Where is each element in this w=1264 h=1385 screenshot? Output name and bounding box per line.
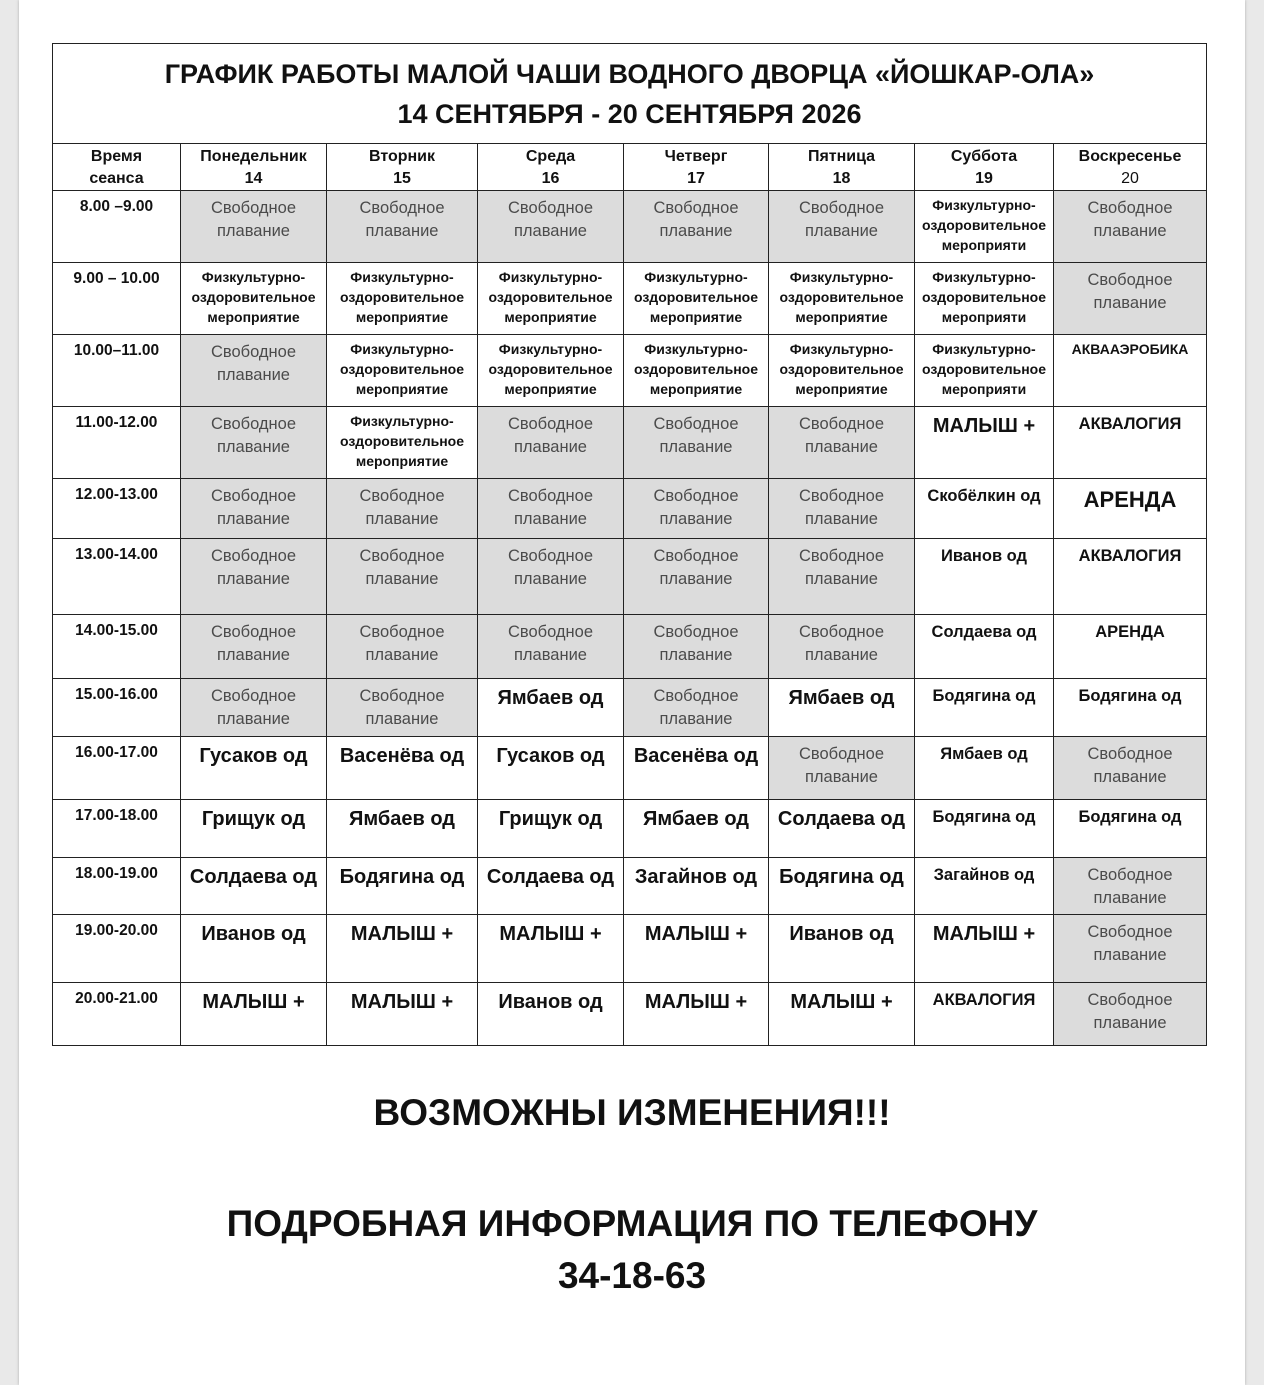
activity-cell (327, 263, 478, 335)
session-time: 14.00-15.00 (53, 615, 181, 679)
cell-text: Гусаков од (496, 745, 605, 767)
day-name: Понедельник (200, 148, 307, 165)
cell-text: Свободное плавание (798, 487, 885, 528)
activity-cell (478, 983, 624, 1046)
activity-cell (915, 800, 1054, 858)
activity-cell (624, 263, 769, 335)
schedule-row (53, 407, 1207, 479)
activity-cell (478, 737, 624, 800)
cell-text: Физкультурно-оздоровительное мероприятие (339, 341, 465, 397)
day-date: 14 (244, 170, 263, 187)
day-date: 19 (975, 170, 993, 187)
cell-text: АКВААЭРОБИКА (1071, 341, 1189, 357)
cell-text: Солдаева од (931, 623, 1037, 641)
free-swim-cell (478, 615, 624, 679)
cell-text: Свободное плавание (1087, 745, 1173, 786)
cell-text: Физкультурно-оздоровительное мероприятие (779, 341, 904, 397)
session-time: 10.00–11.00 (53, 335, 181, 407)
cell-text: Васенёва од (339, 745, 465, 767)
header-day (327, 144, 478, 191)
activity-cell (478, 915, 624, 983)
activity-cell (769, 915, 915, 983)
cell-text: МАЛЫШ + (644, 991, 748, 1013)
cell-text: Ямбаев од (642, 808, 749, 830)
free-swim-cell (769, 407, 915, 479)
session-time: 15.00-16.00 (53, 679, 181, 737)
activity-cell (769, 800, 915, 858)
cell-text: Свободное плавание (507, 547, 594, 588)
cell-text: Свободное плавание (798, 745, 885, 786)
cell-text: Иванов од (201, 923, 306, 945)
activity-cell (1054, 800, 1207, 858)
cell-text: АРЕНДА (1095, 623, 1165, 641)
activity-cell (181, 800, 327, 858)
cell-text: Свободное плавание (507, 487, 594, 528)
cell-text: Свободное плавание (210, 343, 297, 384)
cell-text: Физкультурно-оздоровительное мероприяти (921, 197, 1047, 253)
day-name: Вторник (368, 148, 436, 165)
free-swim-cell (181, 191, 327, 263)
free-swim-cell (181, 479, 327, 539)
free-swim-cell (624, 539, 769, 615)
activity-cell (181, 858, 327, 915)
activity-cell (327, 858, 478, 915)
activity-cell (181, 737, 327, 800)
free-swim-cell (327, 615, 478, 679)
activity-cell (915, 915, 1054, 983)
day-name: Четверг (664, 148, 728, 165)
schedule-row (53, 191, 1207, 263)
schedule-row (53, 800, 1207, 858)
header-row (53, 144, 1207, 191)
cell-text: Загайнов од (634, 866, 758, 888)
day-date: 17 (687, 170, 705, 187)
activity-cell (769, 335, 915, 407)
header-time-line2: сеанса (89, 170, 144, 187)
day-date: 15 (393, 170, 411, 187)
free-swim-cell (624, 407, 769, 479)
free-swim-cell (769, 479, 915, 539)
cell-text: Солдаева од (189, 866, 318, 888)
cell-text: Свободное плавание (210, 199, 297, 240)
activity-cell (327, 335, 478, 407)
activity-cell (915, 191, 1054, 263)
activity-cell (478, 858, 624, 915)
free-swim-cell (769, 737, 915, 800)
cell-text: Свободное плавание (653, 623, 739, 664)
cell-text: Бодягина од (932, 687, 1036, 705)
cell-text: Физкультурно-оздоровительное мероприятие (633, 341, 759, 397)
activity-cell (1054, 615, 1207, 679)
day-name: Среда (525, 148, 576, 165)
free-swim-cell (1054, 915, 1207, 983)
session-time: 11.00-12.00 (53, 407, 181, 479)
cell-text: Свободное плавание (653, 687, 739, 728)
free-swim-cell (181, 335, 327, 407)
cell-text: Физкультурно-оздоровительное мероприятие (339, 269, 465, 325)
cell-text: Свободное плавание (798, 623, 885, 664)
cell-text: Солдаева од (777, 808, 906, 830)
cell-text: Физкультурно-оздоровительное мероприятие (488, 269, 613, 325)
free-swim-cell (1054, 983, 1207, 1046)
free-swim-cell (478, 407, 624, 479)
free-swim-cell (327, 479, 478, 539)
title-line-2: 14 СЕНТЯБРЯ - 20 СЕНТЯБРЯ 2026 (397, 98, 862, 129)
cell-text: Свободное плавание (1087, 923, 1173, 964)
cell-text: МАЛЫШ + (932, 923, 1036, 945)
cell-text: Свободное плавание (210, 487, 297, 528)
activity-cell (915, 263, 1054, 335)
cell-text: Бодягина од (779, 866, 904, 888)
contact-info (0, 1198, 1264, 1302)
activity-cell (327, 915, 478, 983)
day-date: 16 (541, 170, 560, 187)
cell-text: МАЛЫШ + (202, 991, 305, 1013)
cell-text: Бодягина од (1078, 808, 1182, 826)
cell-text: Физкультурно-оздоровительное мероприяти (921, 341, 1047, 397)
schedule-row (53, 858, 1207, 915)
cell-text: Загайнов од (933, 866, 1035, 884)
activity-cell (1054, 407, 1207, 479)
activity-cell (915, 858, 1054, 915)
cell-text: Физкультурно-оздоровительное мероприятие (779, 269, 904, 325)
changes-warning: ВОЗМОЖНЫ ИЗМЕНЕНИЯ!!! (373, 1092, 891, 1133)
header-day (181, 144, 327, 191)
schedule-row (53, 983, 1207, 1046)
cell-text: Свободное плавание (1087, 991, 1173, 1032)
cell-text: Свободное плавание (1087, 271, 1173, 312)
cell-text: МАЛЫШ + (790, 991, 893, 1013)
free-swim-cell (624, 479, 769, 539)
session-time: 18.00-19.00 (53, 858, 181, 915)
free-swim-cell (181, 539, 327, 615)
activity-cell (915, 983, 1054, 1046)
schedule-row (53, 335, 1207, 407)
activity-cell (915, 679, 1054, 737)
schedule-row (53, 737, 1207, 800)
activity-cell (327, 737, 478, 800)
free-swim-cell (478, 479, 624, 539)
cell-text: Гусаков од (199, 745, 308, 767)
cell-text: Иванов од (498, 991, 603, 1013)
cell-text: Свободное плавание (1087, 866, 1173, 907)
cell-text: Свободное плавание (210, 415, 297, 456)
schedule-row (53, 539, 1207, 615)
cell-text: Физкультурно-оздоровительное мероприяти (921, 269, 1047, 325)
header-time-line1: Время (90, 148, 143, 165)
cell-text: Свободное плавание (210, 687, 297, 728)
cell-text: Свободное плавание (653, 487, 739, 528)
schedule-row (53, 915, 1207, 983)
session-time: 16.00-17.00 (53, 737, 181, 800)
activity-cell (1054, 539, 1207, 615)
header-day (1054, 144, 1207, 191)
cell-text: Бодягина од (1078, 687, 1182, 705)
session-time: 19.00-20.00 (53, 915, 181, 983)
cell-text: АРЕНДА (1083, 487, 1177, 512)
cell-text: Свободное плавание (507, 199, 594, 240)
cell-text: МАЛЫШ + (350, 991, 454, 1013)
title-line-1: ГРАФИК РАБОТЫ МАЛОЙ ЧАШИ ВОДНОГО ДВОРЦА «ЙОШКАР-ОЛА» (164, 58, 1095, 89)
free-swim-cell (624, 679, 769, 737)
cell-text: Солдаева од (486, 866, 615, 888)
schedule-row (53, 479, 1207, 539)
activity-cell (624, 915, 769, 983)
phone-number: 34-18-63 (557, 1255, 707, 1296)
cell-text: Ямбаев од (788, 687, 895, 709)
cell-text: Грищук од (498, 808, 603, 830)
activity-cell (478, 800, 624, 858)
free-swim-cell (1054, 191, 1207, 263)
day-name: Воскресенье (1078, 148, 1182, 165)
activity-cell (915, 407, 1054, 479)
free-swim-cell (181, 615, 327, 679)
activity-cell (915, 615, 1054, 679)
cell-text: Физкультурно-оздоровительное мероприятие (488, 341, 613, 397)
session-time: 8.00 –9.00 (53, 191, 181, 263)
free-swim-cell (327, 191, 478, 263)
cell-text: Свободное плавание (359, 487, 445, 528)
cell-text: Физкультурно-оздоровительное мероприятие (633, 269, 759, 325)
day-name: Суббота (950, 148, 1018, 165)
cell-text: Свободное плавание (507, 415, 594, 456)
activity-cell (624, 983, 769, 1046)
cell-text: Свободное плавание (798, 547, 885, 588)
free-swim-cell (327, 539, 478, 615)
activity-cell (1054, 679, 1207, 737)
activity-cell (624, 335, 769, 407)
cell-text: Свободное плавание (359, 623, 445, 664)
activity-cell (1054, 479, 1207, 539)
activity-cell (915, 335, 1054, 407)
free-swim-cell (1054, 263, 1207, 335)
free-swim-cell (769, 539, 915, 615)
free-swim-cell (327, 679, 478, 737)
schedule-table (52, 43, 1207, 1046)
cell-text: Физкультурно-оздоровительное мероприятие (191, 269, 316, 325)
cell-text: Бодягина од (932, 808, 1036, 826)
free-swim-cell (624, 615, 769, 679)
cell-text: Скобёлкин од (927, 487, 1041, 505)
activity-cell (915, 737, 1054, 800)
activity-cell (478, 263, 624, 335)
cell-text: Свободное плавание (359, 199, 445, 240)
cell-text: АКВАЛОГИЯ (1078, 415, 1182, 433)
activity-cell (769, 679, 915, 737)
day-date: 20 (1121, 170, 1139, 187)
cell-text: Физкультурно-оздоровительное мероприятие (339, 413, 465, 469)
day-name: Пятница (807, 148, 876, 165)
schedule-row (53, 615, 1207, 679)
schedule-row (53, 679, 1207, 737)
activity-cell (181, 915, 327, 983)
cell-text: Грищук од (201, 808, 306, 830)
cell-text: Свободное плавание (798, 415, 885, 456)
cell-text: Свободное плавание (359, 687, 445, 728)
session-time: 12.00-13.00 (53, 479, 181, 539)
free-swim-cell (1054, 858, 1207, 915)
header-day (915, 144, 1054, 191)
header-day (769, 144, 915, 191)
free-swim-cell (1054, 737, 1207, 800)
cell-text: МАЛЫШ + (932, 415, 1036, 437)
cell-text: Иванов од (940, 547, 1028, 565)
activity-cell (327, 983, 478, 1046)
activity-cell (327, 800, 478, 858)
activity-cell (769, 263, 915, 335)
cell-text: МАЛЫШ + (499, 923, 602, 945)
cell-text: Свободное плавание (653, 199, 739, 240)
activity-cell (769, 858, 915, 915)
activity-cell (478, 335, 624, 407)
free-swim-cell (769, 191, 915, 263)
cell-text: МАЛЫШ + (644, 923, 748, 945)
activity-cell (769, 983, 915, 1046)
header-day (624, 144, 769, 191)
activity-cell (624, 800, 769, 858)
cell-text: МАЛЫШ + (350, 923, 454, 945)
cell-text: Свободное плавание (210, 547, 297, 588)
activity-cell (1054, 335, 1207, 407)
activity-cell (624, 858, 769, 915)
schedule-title (53, 44, 1207, 144)
free-swim-cell (478, 539, 624, 615)
cell-text: Свободное плавание (507, 623, 594, 664)
info-text: ПОДРОБНАЯ ИНФОРМАЦИЯ ПО ТЕЛЕФОНУ (226, 1203, 1038, 1244)
activity-cell (327, 407, 478, 479)
free-swim-cell (181, 679, 327, 737)
header-day (478, 144, 624, 191)
free-swim-cell (769, 615, 915, 679)
activity-cell (181, 983, 327, 1046)
cell-text: АКВАЛОГИЯ (932, 991, 1036, 1009)
header-time (53, 144, 181, 191)
activity-cell (181, 263, 327, 335)
cell-text: Свободное плавание (359, 547, 445, 588)
free-swim-cell (478, 191, 624, 263)
session-time: 17.00-18.00 (53, 800, 181, 858)
cell-text: Свободное плавание (1087, 199, 1173, 240)
cell-text: Свободное плавание (653, 547, 739, 588)
cell-text: Бодягина од (339, 866, 465, 888)
activity-cell (915, 479, 1054, 539)
activity-cell (478, 679, 624, 737)
session-time: 20.00-21.00 (53, 983, 181, 1046)
session-time: 13.00-14.00 (53, 539, 181, 615)
activity-cell (624, 737, 769, 800)
cell-text: Ямбаев од (497, 687, 604, 709)
activity-cell (915, 539, 1054, 615)
cell-text: Ямбаев од (348, 808, 455, 830)
free-swim-cell (181, 407, 327, 479)
cell-text: Иванов од (789, 923, 894, 945)
cell-text: Свободное плавание (210, 623, 297, 664)
cell-text: Васенёва од (633, 745, 759, 767)
cell-text: АКВАЛОГИЯ (1078, 547, 1182, 565)
cell-text: Свободное плавание (798, 199, 885, 240)
cell-text: Ямбаев од (940, 745, 1028, 763)
schedule-row (53, 263, 1207, 335)
free-swim-cell (624, 191, 769, 263)
day-date: 18 (832, 170, 851, 187)
cell-text: Свободное плавание (653, 415, 739, 456)
session-time: 9.00 – 10.00 (53, 263, 181, 335)
